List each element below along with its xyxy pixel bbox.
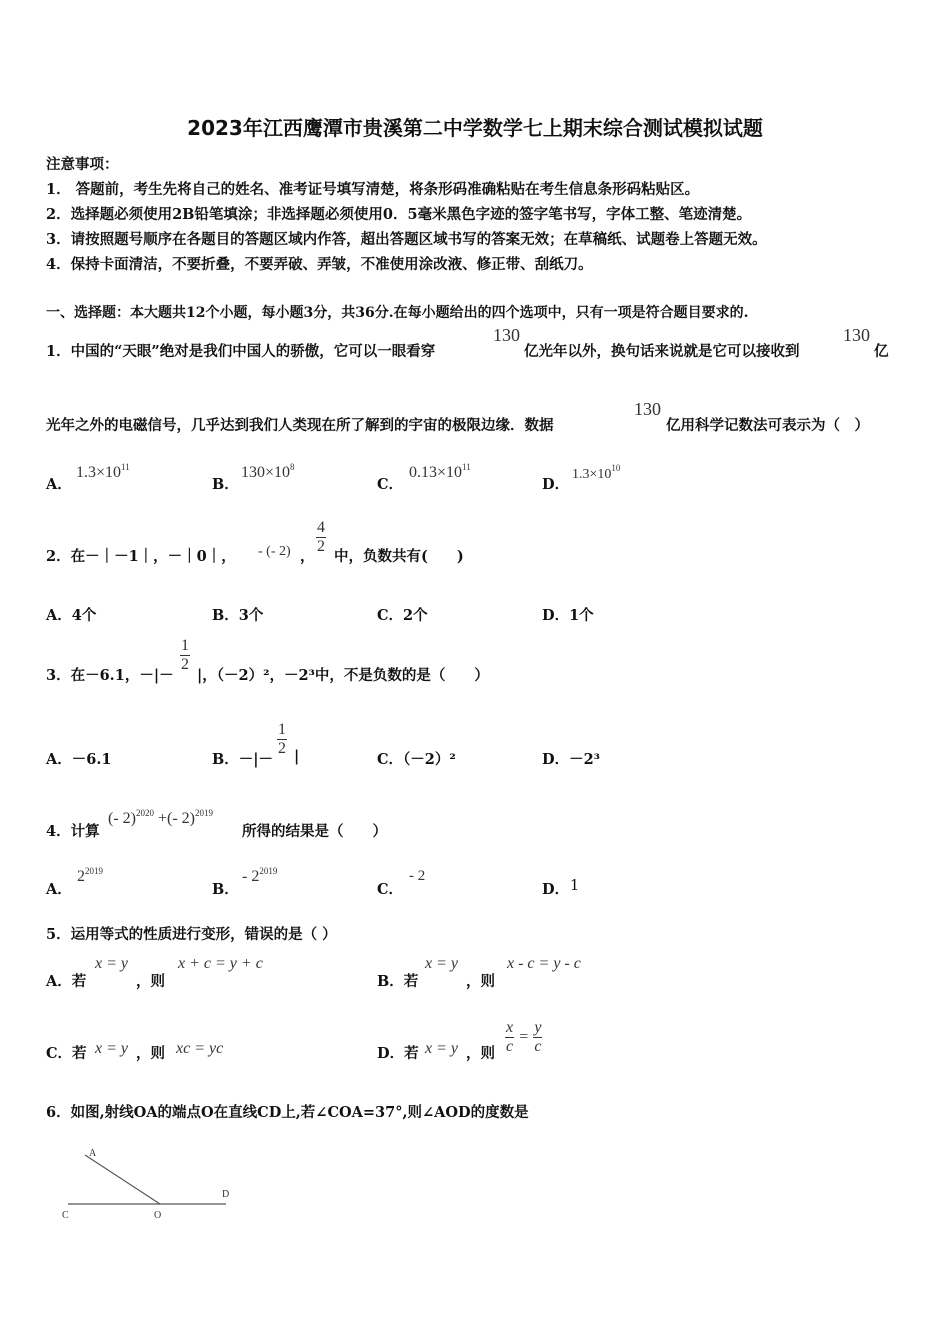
q5-b-result: x - c = y - c [507, 955, 581, 972]
q1-line2-a: 光年之外的电磁信号，几乎达到我们人类现在所了解到的宇宙的极限边缘．数据 [46, 417, 554, 434]
q5-a-then: ，则 [136, 973, 165, 990]
label-c: C [62, 1210, 69, 1221]
q5-b-then: ，则 [466, 973, 495, 990]
q5-d-then: ，则 [466, 1045, 495, 1062]
q2-option-b: B．3个 [212, 607, 264, 624]
q2-sep: ， [300, 548, 315, 565]
q3-option-c: C．（－2）² [377, 751, 456, 768]
q2-expr: - (- 2) [258, 544, 291, 559]
q6-diagram [58, 1140, 248, 1225]
q2-option-d: D．1个 [542, 607, 594, 624]
q3-text-b: |，（－2）²，－2³中，不是负数的是（ ） [197, 667, 489, 684]
q5-c-result: xc = yc [176, 1040, 224, 1057]
q1-num-1: 130 [493, 325, 520, 345]
notice-item-2: 2．选择题必须使用2B铅笔填涂；非选择题必须使用0．5毫米黑色字迹的签字笔书写，字体工整、笔迹清楚。 [46, 206, 752, 223]
q5-d-label: D．若 [377, 1045, 419, 1062]
q5-a-label: A．若 [46, 973, 87, 990]
notice-item-4: 4．保持卡面清洁，不要折叠，不要弄破、弄皱，不准使用涂改液、修正带、刮纸刀。 [46, 256, 593, 273]
q3-option-a: A．－6.1 [46, 751, 112, 768]
q3-text-a: 3．在－6.1，－|－ [46, 667, 174, 684]
page-title: 2023年江西鹰潭市贵溪第二中学数学七上期末综合测试模拟试题 [187, 116, 763, 140]
notice-item-3: 3．请按照题号顺序在各题目的答题区域内作答，超出答题区域书写的答案无效；在草稿纸、试题卷上答题无效。 [46, 231, 767, 248]
label-a: A [89, 1148, 97, 1159]
q5-b-label: B．若 [377, 973, 419, 990]
q4-text-b: 所得的结果是（ ） [242, 823, 387, 840]
ray-oa [85, 1155, 160, 1204]
q3-option-b-pre: B．－|－ [212, 751, 274, 768]
q4-option-d: 1 [570, 878, 580, 894]
q5-b-cond: x = y [425, 955, 458, 972]
q3-fraction: $\frac{1}{2}$ [181, 637, 189, 673]
q1-text-b: 亿光年以外，换句话来说就是它可以接收到 [524, 343, 800, 360]
q4-option-c: - 2 [409, 868, 426, 884]
q4-expression: (- 2)$^{2020}$ +(- 2)$^{2019}$ [108, 808, 213, 827]
q1-text-c: 亿 [874, 343, 889, 360]
q4-option-b: - $2^{2019}$ [242, 866, 278, 885]
q1-option-b-label: B． [212, 476, 239, 493]
q6-text: 6．如图,射线OA的端点O在直线CD上,若∠COA=37°,则∠AOD的度数是 [46, 1104, 529, 1121]
q2-option-a: A．4个 [46, 607, 97, 624]
q4-option-c-label: C． [377, 881, 404, 898]
q4-option-b-label: B． [212, 881, 239, 898]
notice-heading: 注意事项： [46, 156, 119, 173]
q5-a-result: x + c = y + c [178, 955, 263, 972]
q4-option-a-label: A． [46, 881, 72, 898]
q4-option-d-label: D． [542, 881, 570, 898]
q5-text: 5．运用等式的性质进行变形，错误的是（ ） [46, 926, 337, 943]
q2-option-c: C．2个 [377, 607, 428, 624]
q5-d-cond: x = y [425, 1040, 458, 1057]
q1-option-c-label: C． [377, 476, 404, 493]
q2-text-a: 2．在－｜－1｜，－｜0｜， [46, 548, 236, 565]
q5-c-then: ，则 [136, 1045, 165, 1062]
q1-option-c: $0.13\times 10^{11}$ [409, 462, 471, 481]
q2-fraction: $\frac{4}{2}$ [317, 519, 325, 555]
q5-c-cond: x = y [95, 1040, 128, 1057]
q1-num-2: 130 [843, 325, 870, 345]
q4-option-a: $2^{2019}$ [77, 866, 103, 885]
q1-option-b: $130\times 10^8$ [241, 462, 295, 481]
q3-option-b-post: | [294, 748, 300, 765]
q5-c-label: C．若 [46, 1045, 87, 1062]
q1-text-a: 1．中国的“天眼”绝对是我们中国人的骄傲，它可以一眼看穿 [46, 343, 436, 360]
q5-a-cond: x = y [95, 955, 128, 972]
label-o: O [154, 1210, 162, 1221]
q3-option-d: D．－2³ [542, 751, 601, 768]
q1-option-d: $1.3\times 10^{10}$ [572, 463, 621, 482]
label-d: D [222, 1189, 230, 1200]
q1-option-d-label: D． [542, 476, 570, 493]
q3-option-b-fraction: $\frac{1}{2}$ [278, 721, 286, 757]
q1-num-3: 130 [634, 399, 661, 419]
q1-option-a: $1.3\times 10^{11}$ [76, 462, 130, 481]
notice-item-1: 1． 答题前，考生先将自己的姓名、准考证号填写清楚，将条形码准确粘贴在考生信息条形码粘贴区。 [46, 181, 700, 198]
q2-text-b: 中，负数共有( ) [334, 548, 464, 565]
q1-line2-b: 亿用科学记数法可表示为（ ） [666, 417, 869, 434]
q4-text-a: 4．计算 [46, 823, 100, 840]
section-heading: 一、选择题：本大题共12个小题，每小题3分，共36分.在每小题给出的四个选项中，只有一项是符合题目要求的. [46, 305, 749, 321]
q1-option-a-label: A． [46, 476, 72, 493]
q5-d-result: $\frac{x}{c}$ = $\frac{y}{c}$ [506, 1019, 542, 1055]
